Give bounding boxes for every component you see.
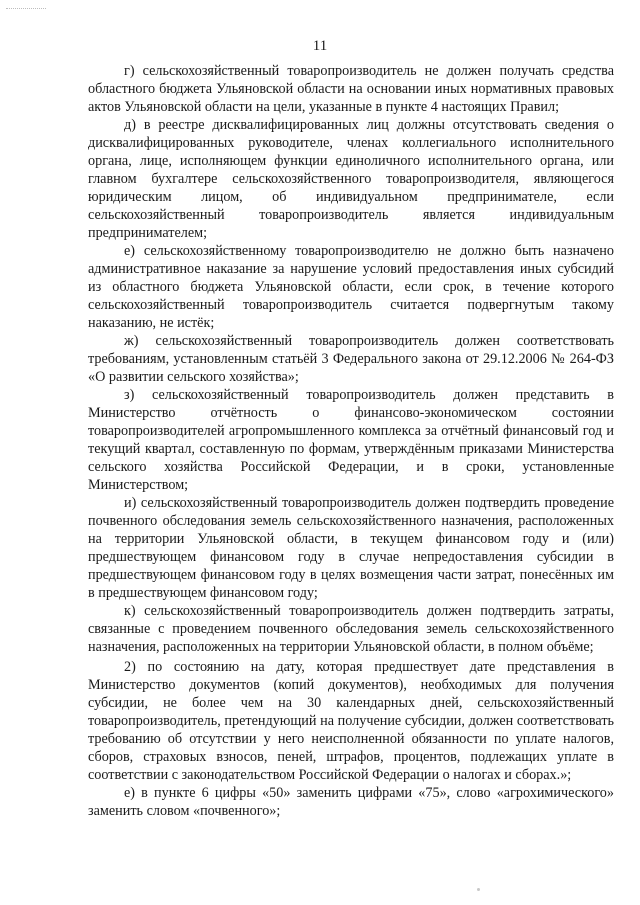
paragraph-e: е) сельскохозяйственному товаропроизводителю не должно быть назначено административное наказание за нарушение условий предоставления иных субсидий из областного бюджета Ульяновской области, если срок, в течение которого сельскохозяйственный товаропроизводитель считается подвергнутым такому наказанию, не истёк; <box>88 243 614 331</box>
paragraph-i: и) сельскохозяйственный товаропроизводитель должен подтвердить проведение почвенного обследования земель сельскохозяйственного назначения, расположенных на территории Ульяновской области, в текущем финансовом году и (или) предшествующем финансовом году в случае непредоставления субсидии в предшествующем финансовом году в целях возмещения части затрат, понесённых им в предшествующем финансовом году; <box>88 495 614 601</box>
paragraph-d: д) в реестре дисквалифицированных лиц должны отсутствовать сведения о дисквалифицированных руководителе, членах коллегиального исполнительного органа, лице, исполняющем функции единоличного исполнительного органа, или главном бухгалтере сельскохозяйственного товаропроизводителя, являющегося юридическим лицом, об индивидуальном предпринимателе, если сельскохозяйственный товаропроизводитель является индивидуальным предпринимателем; <box>88 117 614 241</box>
document-body <box>88 62 614 820</box>
scan-artifact-dot <box>477 888 480 891</box>
paragraph-z: з) сельскохозяйственный товаропроизводитель должен представить в Министерство отчётность о финансово-экономическом состоянии товаропроизводителей агропромышленного комплекса за отчётный финансовый год и текущий квартал, составленную по формам, утверждённым приказами Министерства сельского хозяйства Российской Федерации, и в сроки, установленные Министерством; <box>88 387 614 493</box>
paragraph-zh: ж) сельскохозяйственный товаропроизводитель должен соответствовать требованиям, установленным статьёй 3 Федерального закона от 29.12.2006 № 264-ФЗ «О развитии сельского хозяйства»; <box>88 333 614 385</box>
paragraph-g: г) сельскохозяйственный товаропроизводитель не должен получать средства областного бюджета Ульяновской области на основании иных нормативных правовых актов Ульяновской области на цели, указанные в пункте 4 настоящих Правил; <box>88 63 614 115</box>
page-number: 11 <box>312 38 328 54</box>
paragraph-2: 2) по состоянию на дату, которая предшествует дате представления в Министерство документов (копий документов), необходимых для получения субсидии, не более чем на 30 календарных дней, сельскохозяйственный товаропроизводитель, претендующий на получение субсидии, должен соответствовать требованию об отсутствии у него неисполненной обязанности по уплате налогов, сборов, страховых взносов, пеней, штрафов, процентов, подлежащих уплате в соответствии с законодательством Российской Федерации о налогах и сборах.»; <box>88 659 614 783</box>
paragraph-k: к) сельскохозяйственный товаропроизводитель должен подтвердить затраты, связанные с проведением почвенного обследования земель сельскохозяйственного назначения, расположенных на территории Ульяновской области, в полном объёме; <box>88 603 614 655</box>
scan-artifact <box>6 8 46 13</box>
paragraph-e-amendment: е) в пункте 6 цифры «50» заменить цифрами «75», слово «агрохимического» заменить словом «почвенного»; <box>88 785 614 819</box>
